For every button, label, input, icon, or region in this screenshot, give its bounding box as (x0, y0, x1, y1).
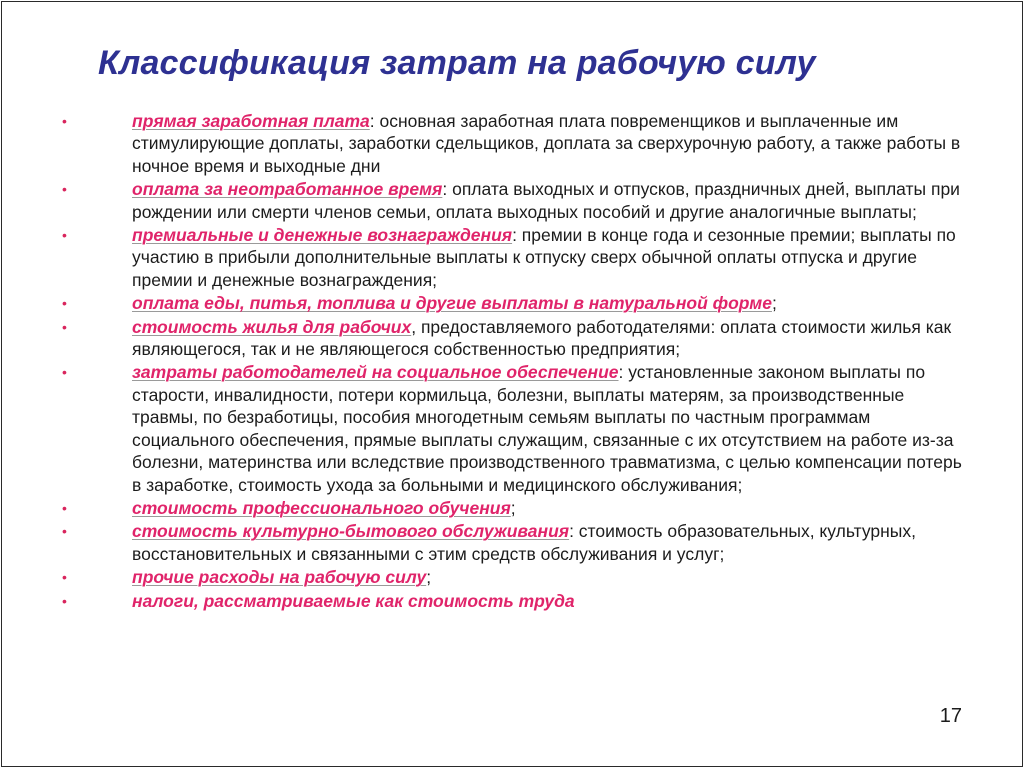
list-item (62, 110, 972, 177)
list-item (62, 566, 972, 588)
list-item (62, 497, 972, 519)
item-description: : основная заработная плата повременщиков и выплаченные им стимулирующие доплаты, заработки сдельщиков, доплата за сверхурочную работу, а также работы в ночное время и выходные дни (132, 111, 961, 176)
item-description: : оплата выходных и отпусков, праздничных дней, выплаты при рождении или смерти членов семьи, оплата выходных пособий и другие аналогичные выплаты; (132, 179, 960, 222)
item-term: прочие расходы на рабочую силу (132, 567, 427, 588)
item-description: ; (771, 293, 777, 314)
item-description: ; (426, 567, 432, 588)
item-description: : стоимость образовательных, культурных, восстановительных и связанными с этим средств обслуживания и услуг; (132, 521, 916, 564)
list-item (62, 224, 972, 291)
page-number: 17 (939, 705, 962, 727)
item-term: налоги, рассматриваемые как стоимость труда (132, 590, 575, 611)
bullet-icon: • (62, 499, 67, 516)
bullet-icon: • (62, 364, 67, 381)
item-description: ; (510, 497, 516, 518)
list-item (62, 590, 972, 612)
item-description: : установленные законом выплаты по старости, инвалидности, потери кормильца, болезни, выплаты матерям, за производственные травмы, по безработицы, пособия многодетным семьям выплаты по частным программам социального обеспечения, прямые выплаты служащим, связанные с их отсутствием на работе из-за болезни, материнства или вследствие производственного травматизма, с целью компенсации потерь в заработке, стоимость ухода за больными и медицинского обслуживания; (132, 362, 962, 495)
item-term: оплата еды, питья, топлива и другие выплаты в натуральной форме (132, 293, 772, 314)
slide (1, 1, 1023, 767)
bullet-icon: • (62, 113, 67, 129)
item-term: прямая заработная плата (132, 111, 370, 131)
item-description: : премии в конце года и сезонные премии; выплаты по участию в прибыли дополнительные выплаты к отпуску сверх обычной оплаты отпуска и другие премии и денежные вознаграждения; (132, 225, 956, 290)
bullet-icon: • (62, 592, 67, 609)
cost-classification-list (62, 110, 972, 613)
list-item (62, 292, 972, 314)
bullet-icon: • (62, 227, 67, 244)
list-item (62, 316, 972, 361)
item-term: оплата за неотработанное время (132, 179, 443, 200)
bullet-icon: • (62, 181, 67, 198)
bullet-icon: • (62, 318, 67, 335)
item-description: , предоставляемого работодателями: оплата стоимости жилья как являющегося, так и не являющегося собственностью предприятия; (132, 316, 952, 360)
item-term: стоимость жилья для рабочих (132, 316, 412, 337)
item-term: затраты работодателей на социальное обеспечение (132, 362, 619, 383)
slide-title: Классификация затрат на рабочую силу (98, 44, 816, 82)
bullet-icon: • (62, 523, 67, 540)
bullet-icon: • (62, 295, 67, 312)
list-item (62, 361, 972, 495)
list-item (62, 178, 972, 223)
item-term: стоимость культурно-бытового обслуживания (132, 521, 570, 542)
item-term: премиальные и денежные вознаграждения (132, 225, 513, 246)
item-term: стоимость профессионального обучения (132, 497, 511, 518)
bullet-icon: • (62, 569, 67, 586)
list-item (62, 520, 972, 565)
